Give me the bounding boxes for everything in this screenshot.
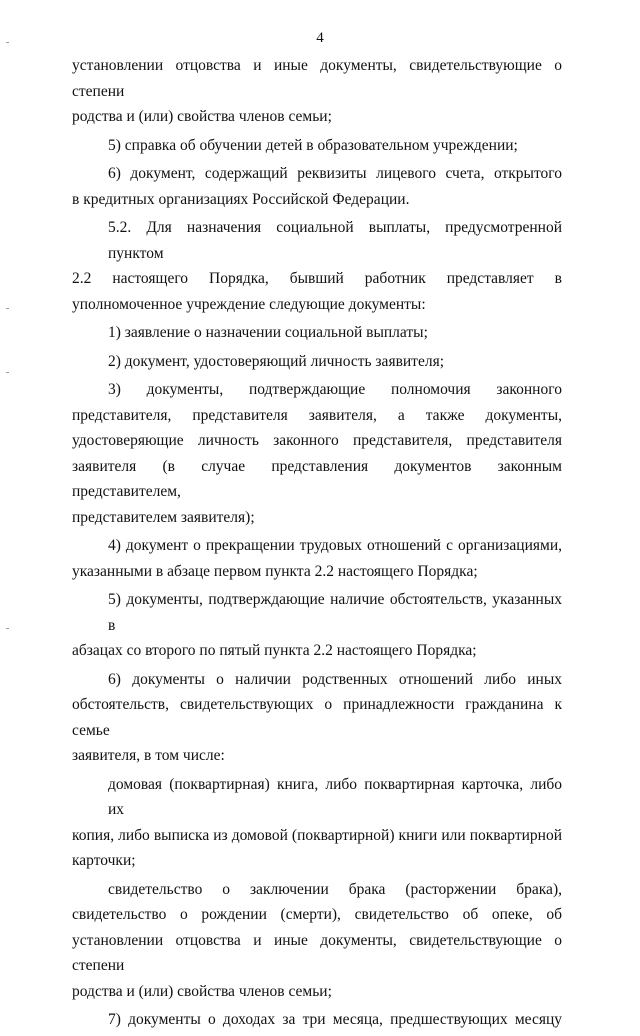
word: бывший	[289, 270, 344, 287]
paragraph	[72, 587, 562, 664]
word: 3)	[108, 381, 121, 398]
text-line: 5) документы, подтверждающие наличие обстоятельств, указанных в	[108, 591, 562, 634]
text-line: в кредитных организациях Российской Федерации.	[72, 190, 410, 208]
paragraph	[72, 53, 562, 130]
paragraph	[72, 667, 562, 769]
word: Порядка,	[209, 270, 269, 287]
text-line: родства и (или) свойства членов семьи;	[72, 982, 332, 1000]
text-line: свидетельство о рождении (смерти), свидетельство об опеке, об	[72, 906, 562, 923]
scan-artifact	[6, 628, 9, 629]
document-body	[72, 53, 562, 1036]
word: полномочия	[390, 381, 471, 398]
paragraph: 1) заявление о назначении социальной выплаты;	[108, 324, 428, 341]
text-line: 6) документы о наличии родственных отношений либо иных	[108, 670, 562, 688]
text-line: представителем заявителя);	[72, 508, 255, 526]
word: настоящего	[112, 270, 189, 287]
paragraph	[72, 377, 562, 530]
text-line: копия, либо выписка из домовой (поквартирной) книги или поквартирной	[72, 826, 562, 844]
word: 2.2	[72, 270, 92, 287]
word: заключении	[249, 880, 329, 898]
text-line: указанными в абзаце первом пункта 2.2 настоящего Порядка;	[72, 562, 478, 580]
text-line: карточки;	[72, 852, 136, 869]
scan-artifact	[6, 372, 9, 373]
word: законного	[496, 381, 562, 398]
text-line	[72, 377, 562, 403]
word: (расторжении	[405, 880, 497, 898]
word: документы,	[146, 381, 224, 398]
paragraph: 5) справка об обучении детей в образовательном учреждении;	[108, 136, 518, 154]
text-line: установлении отцовства и иные документы, свидетельствующие о степени	[72, 57, 562, 100]
word: подтверждающие	[248, 381, 366, 398]
paragraph: 2) документ, удостоверяющий личность заявителя;	[108, 352, 445, 370]
text-line	[72, 266, 562, 292]
text-line: 7) документы о доходах за три месяца, предшествующих месяцу	[108, 1011, 562, 1028]
paragraph	[72, 877, 562, 1005]
text-line: заявителя (в случае представления документов законным представителем,	[72, 457, 562, 500]
text-line: заявителя, в том числе:	[72, 747, 225, 764]
paragraph	[72, 161, 562, 212]
word: брака	[348, 880, 386, 898]
paragraph	[72, 215, 562, 317]
text-line: представителя, представителя заявителя, а также документы,	[72, 406, 562, 424]
word: брака),	[516, 880, 562, 898]
word: представляет	[446, 270, 534, 287]
text-line: установлении отцовства и иные документы, свидетельствующие о степени	[72, 931, 562, 974]
text-line: домовая (поквартирная) книга, либо поквартирная карточка, либо их	[108, 775, 562, 818]
paragraph	[72, 1007, 562, 1033]
text-line: родства и (или) свойства членов семьи;	[72, 108, 332, 125]
paragraph	[72, 772, 562, 874]
scan-artifact	[6, 308, 9, 309]
word: работник	[364, 270, 426, 287]
text-line: абзацах со второго по пятый пункта 2.2 настоящего Порядка;	[72, 642, 477, 659]
text-line: 6) документ, содержащий реквизиты лицевого счета, открытого	[108, 165, 562, 182]
text-line: обстоятельств, свидетельствующих о принадлежности гражданина к семье	[72, 696, 562, 739]
page-number: 4	[316, 30, 324, 46]
text-line: 5.2. Для назначения социальной выплаты, предусмотренной пунктом	[108, 219, 562, 262]
text-line: уполномоченное учреждение следующие документы:	[72, 295, 426, 313]
word: о	[222, 880, 231, 898]
word: свидетельство	[108, 880, 203, 898]
word: в	[554, 270, 562, 287]
text-line: 4) документ о прекращении трудовых отношений с организациями,	[108, 537, 562, 554]
text-line	[72, 877, 562, 903]
text-line: удостоверяющие личность законного представителя, представителя	[72, 432, 562, 449]
paragraph	[72, 533, 562, 584]
